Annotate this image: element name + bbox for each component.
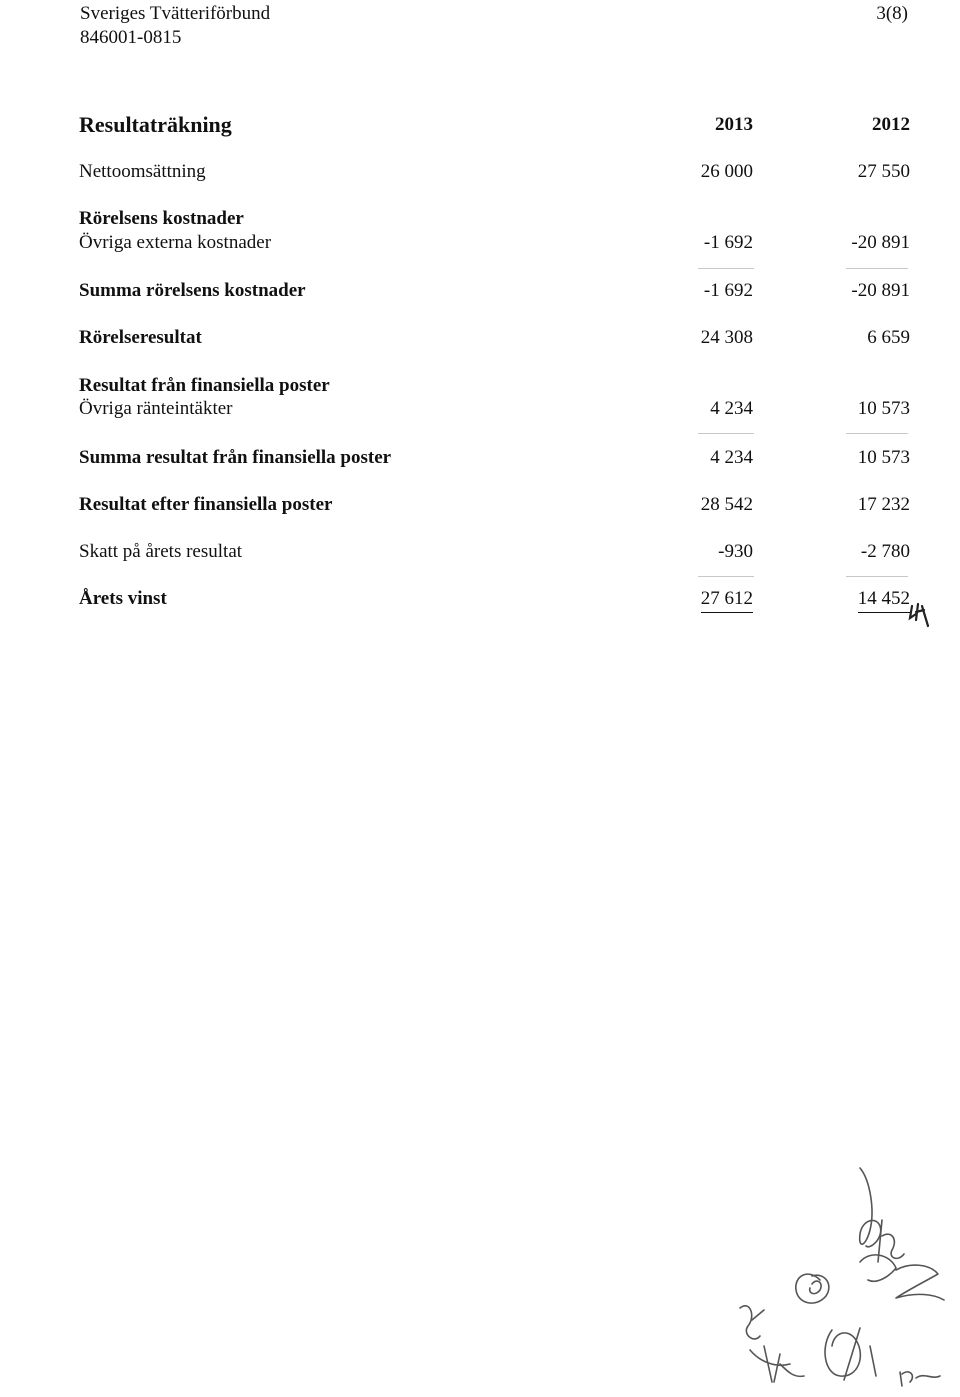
row-value-2012: 14 452 — [858, 587, 910, 613]
subtotal-rule-2013 — [698, 268, 754, 269]
row-value-2012: 17 232 — [857, 494, 910, 515]
row-value-2013: 4 234 — [710, 398, 753, 419]
row-value-2013: -930 — [718, 541, 753, 562]
row-value-2012: 10 573 — [857, 398, 910, 419]
total-rule-2012 — [846, 576, 908, 577]
row-label: Nettoomsättning — [79, 161, 206, 182]
row-value-2013: 24 308 — [700, 327, 753, 348]
organization-name: Sveriges Tvätteriförbund — [80, 3, 271, 24]
row-label: Resultat efter finansiella poster — [79, 494, 333, 515]
year-column-2: 2012 — [872, 114, 910, 135]
row-rorelseresultat — [0, 326, 960, 350]
row-arets-vinst — [0, 587, 960, 611]
row-summa-rorelsens-kostnader — [0, 279, 960, 303]
row-label: Summa rörelsens kostnader — [79, 280, 306, 301]
section-heading: Rörelsens kostnader — [79, 208, 244, 229]
statement-header-row — [0, 113, 960, 137]
page-number: 3(8) — [876, 3, 908, 24]
row-label: Rörelseresultat — [79, 327, 202, 348]
row-label: Övriga externa kostnader — [79, 232, 272, 253]
subtotal-rule-2013 — [698, 433, 754, 434]
statement-title: Resultaträkning — [79, 112, 232, 137]
row-ovriga-ranteintakter — [0, 397, 960, 421]
row-resultat-efter-finansiella-poster — [0, 493, 960, 517]
row-value-2012: -2 780 — [860, 541, 910, 562]
row-value-2012: 6 659 — [867, 327, 910, 348]
row-value-2012: -20 891 — [851, 232, 910, 253]
row-value-2013: -1 692 — [703, 280, 753, 301]
row-value-2013: 26 000 — [700, 161, 753, 182]
row-label: Skatt på årets resultat — [79, 541, 243, 562]
row-finansiella-poster-heading — [0, 374, 960, 398]
row-label: Övriga ränteintäkter — [79, 398, 233, 419]
row-label: Summa resultat från finansiella poster — [79, 447, 392, 468]
row-value-2013: 4 234 — [710, 447, 753, 468]
year-column-1: 2013 — [715, 114, 753, 135]
row-skatt — [0, 540, 960, 564]
initials-mark — [906, 600, 934, 630]
handwritten-signatures — [720, 1150, 960, 1390]
row-rorelsens-kostnader-heading — [0, 207, 960, 231]
organization-number: 846001-0815 — [80, 27, 182, 48]
total-rule-2013 — [698, 576, 754, 577]
header-left — [80, 2, 270, 50]
row-value-2012: 27 550 — [857, 161, 910, 182]
section-heading: Resultat från finansiella poster — [79, 375, 330, 396]
row-label: Årets vinst — [79, 588, 167, 609]
row-value-2012: 10 573 — [857, 447, 910, 468]
subtotal-rule-2012 — [846, 268, 908, 269]
row-value-2013: -1 692 — [703, 232, 753, 253]
subtotal-rule-2012 — [846, 433, 908, 434]
row-value-2012: -20 891 — [851, 280, 910, 301]
signature-scribbles — [720, 1150, 960, 1390]
row-value-2013: 27 612 — [701, 587, 753, 613]
row-nettoomsattning — [0, 160, 960, 184]
row-value-2013: 28 542 — [700, 494, 753, 515]
row-ovriga-externa-kostnader — [0, 231, 960, 255]
row-summa-finansiella-poster — [0, 446, 960, 470]
